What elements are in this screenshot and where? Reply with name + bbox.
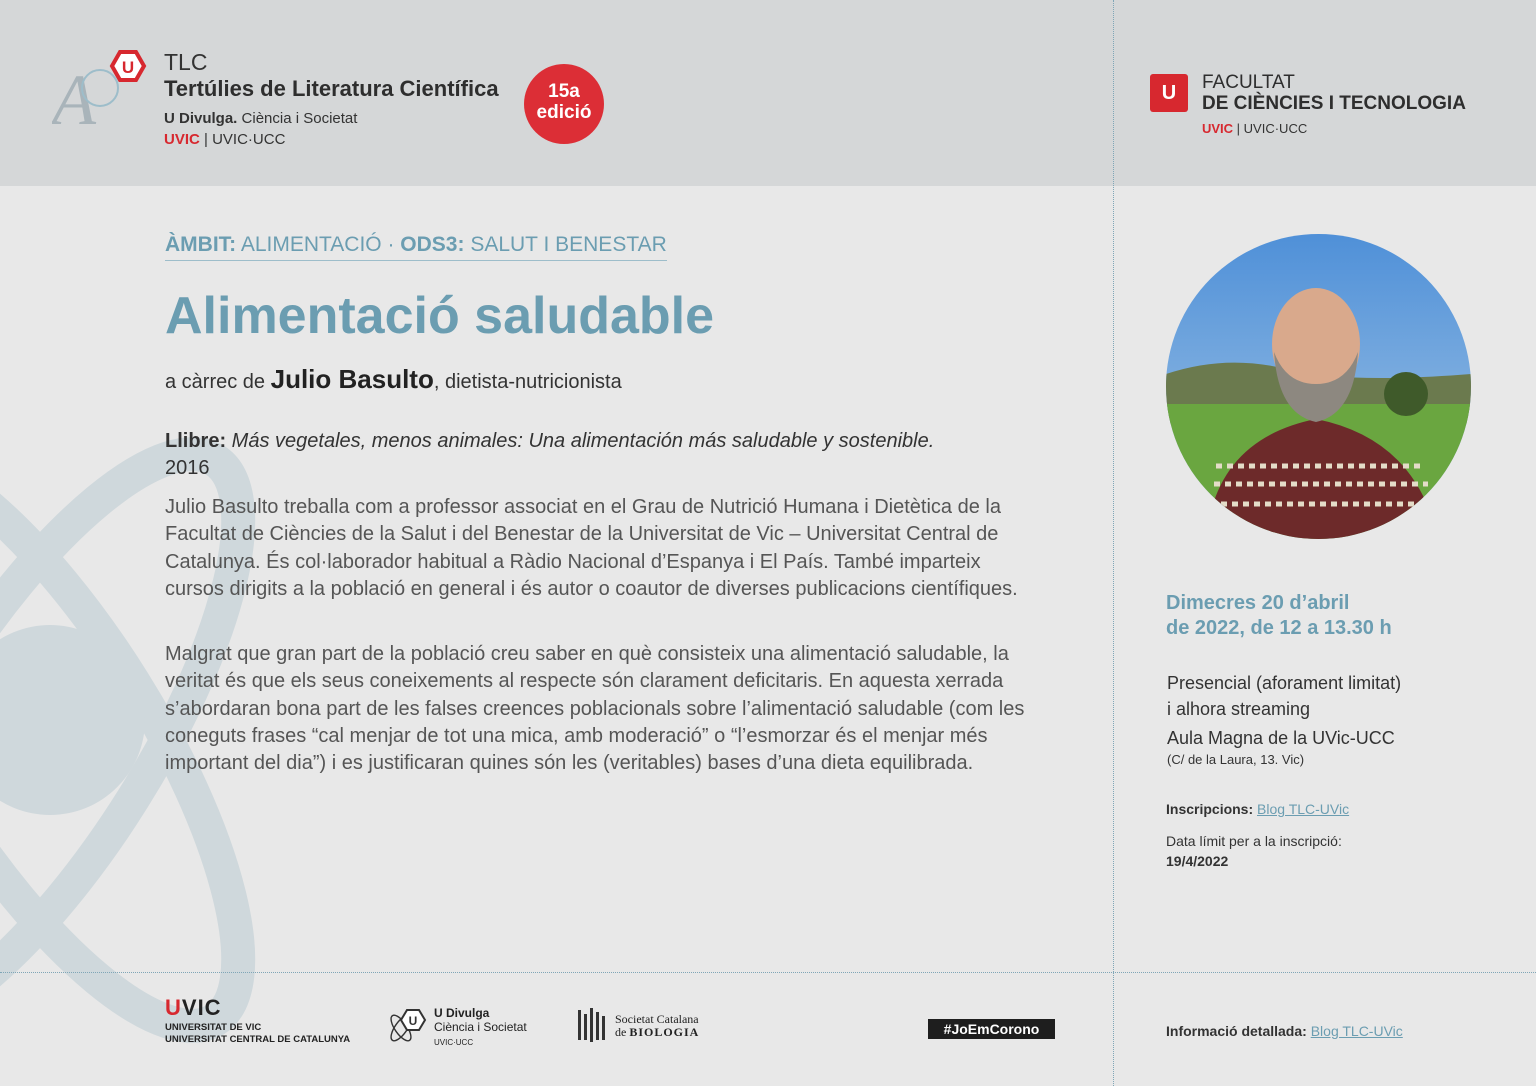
udivulga-atom-icon	[385, 1006, 429, 1046]
svg-text:A: A	[52, 60, 96, 132]
uvic-rest: | UVIC·UCC	[199, 131, 286, 148]
hashtag-badge: #JoEmCorono	[928, 1019, 1055, 1039]
faculty-line2: DE CIÈNCIES I TECNOLOGIA	[1202, 93, 1466, 114]
tlc-abbreviation: TLC	[164, 49, 208, 75]
svg-text:U: U	[408, 1014, 418, 1028]
footer-divider	[0, 972, 1536, 973]
ambit-line	[165, 233, 667, 261]
edition-badge	[524, 64, 604, 144]
date-line2: de 2022, de 12 a 13.30 h	[1166, 617, 1392, 639]
footer-udivulga	[434, 1006, 527, 1050]
ambit-value: ALIMENTACIÓ ·	[236, 233, 401, 256]
summary-paragraph: Malgrat que gran part de la població creu saber en què consisteix una alimentació saludable, la veritat és que els seus coneixements al respecte són clarament deficitaris. En aquesta xerrada s’abordaran bona part de les falses creences poblacionals sobre l’alimentació saludable (com les coneguts frases “cal menjar de tot una mica, amb moderació” o “l’esmorzar és el menjar més important del dia”) i es justificaran quines són les (veritables) bases d’una dieta equilibrada.	[165, 643, 1025, 775]
footer-scb-line2	[615, 1026, 699, 1039]
footer-uvic-subtitle	[165, 1022, 350, 1046]
footer-scb-bold: BIOLOGIA	[629, 1025, 700, 1039]
event-date	[1166, 591, 1466, 641]
ambit-label: ÀMBIT:	[165, 233, 237, 256]
book-title: Más vegetales, menos animales: Una alimentación más saludable y sostenible.	[226, 430, 935, 452]
inscripcions	[1166, 801, 1349, 817]
faculty-line1: FACULTAT	[1202, 72, 1295, 93]
vertical-divider	[1113, 0, 1114, 1086]
svg-text:U: U	[121, 58, 135, 77]
faculty-u-icon: U	[1150, 74, 1188, 112]
footer-scb-prefix: de	[615, 1025, 630, 1039]
udivulga-rest: Ciència i Societat	[237, 110, 358, 127]
byline	[165, 364, 622, 395]
footer-scb	[615, 1013, 699, 1039]
scb-logo-icon	[577, 1008, 607, 1042]
event-title: Alimentació saludable	[165, 287, 715, 345]
faculty-uvic-red: UVIC	[1202, 121, 1234, 136]
venue: Aula Magna de la UVic-UCC	[1167, 728, 1395, 748]
footer-udivulga-line3: UVIC·UCC	[434, 1038, 474, 1047]
deadline-label: Data límit per a la inscripció:	[1166, 833, 1342, 849]
footer-uvic-u: U	[165, 995, 182, 1020]
footer-scb-line1: Societat Catalana	[615, 1012, 699, 1026]
venue-address: (C/ de la Laura, 13. Vic)	[1167, 752, 1305, 767]
faculty-uvic	[1202, 121, 1307, 136]
mode-line1: Presencial (aforament limitat)	[1167, 673, 1402, 693]
udivulga-line	[164, 110, 357, 127]
inscripcions-link[interactable]: Blog TLC-UVic	[1257, 801, 1350, 817]
ods-label: ODS3:	[400, 233, 465, 256]
byline-prefix: a càrrec de	[165, 371, 271, 393]
ods-value: SALUT I BENESTAR	[464, 233, 667, 256]
tlc-logo-icon	[52, 46, 156, 132]
footer-uvic-sub1: UNIVERSITAT DE VIC	[165, 1022, 262, 1033]
edition-line1: 15a	[548, 81, 580, 102]
inscripcions-label: Inscripcions:	[1166, 801, 1254, 817]
udivulga-bold: U Divulga.	[164, 110, 238, 127]
bio-paragraph: Julio Basulto treballa com a professor associat en el Grau de Nutrició Humana i Dietètica de la Facultat de Ciències de la Salut i del Benestar de la Universitat de Vic – Universitat Central de Catalunya. És col·laborador habitual a Ràdio Nacional d’Espanya i El País. També imparteix cursos dirigits a la població en general i és autor o coautor de diverses publicacions científiques.	[165, 496, 1018, 600]
edition-line2: edició	[536, 102, 592, 123]
deadline-value: 19/4/2022	[1166, 853, 1229, 869]
uvic-red: UVIC	[164, 131, 200, 148]
speaker-name: Julio Basulto	[270, 364, 434, 394]
footer-udivulga-line1: U Divulga	[434, 1006, 490, 1020]
byline-suffix: , dietista-nutricionista	[433, 371, 622, 393]
footer-info-label: Informació detallada:	[1166, 1023, 1307, 1039]
deadline	[1166, 831, 1342, 871]
footer-uvic-logo	[165, 995, 222, 1021]
faculty-uvic-rest: | UVIC·UCC	[1233, 121, 1308, 136]
tlc-title: Tertúlies de Literatura Científica	[164, 76, 499, 101]
speaker-photo	[1166, 234, 1471, 539]
footer-info-link[interactable]: Blog TLC-UVic	[1310, 1023, 1403, 1039]
book-year: 2016	[165, 457, 210, 479]
footer-uvic-rest: VIC	[181, 995, 222, 1020]
mode-line2: i alhora streaming	[1167, 699, 1311, 719]
book-info	[165, 428, 1045, 482]
footer-udivulga-line2: Ciència i Societat	[434, 1020, 527, 1034]
date-line1: Dimecres 20 d’abril	[1166, 592, 1350, 614]
footer-uvic-sub2: UNIVERSITAT CENTRAL DE CATALUNYA	[165, 1034, 351, 1045]
attendance-mode	[1167, 670, 1487, 722]
book-label: Llibre:	[165, 430, 227, 452]
uvic-line	[164, 131, 285, 148]
footer-info	[1166, 1023, 1403, 1039]
